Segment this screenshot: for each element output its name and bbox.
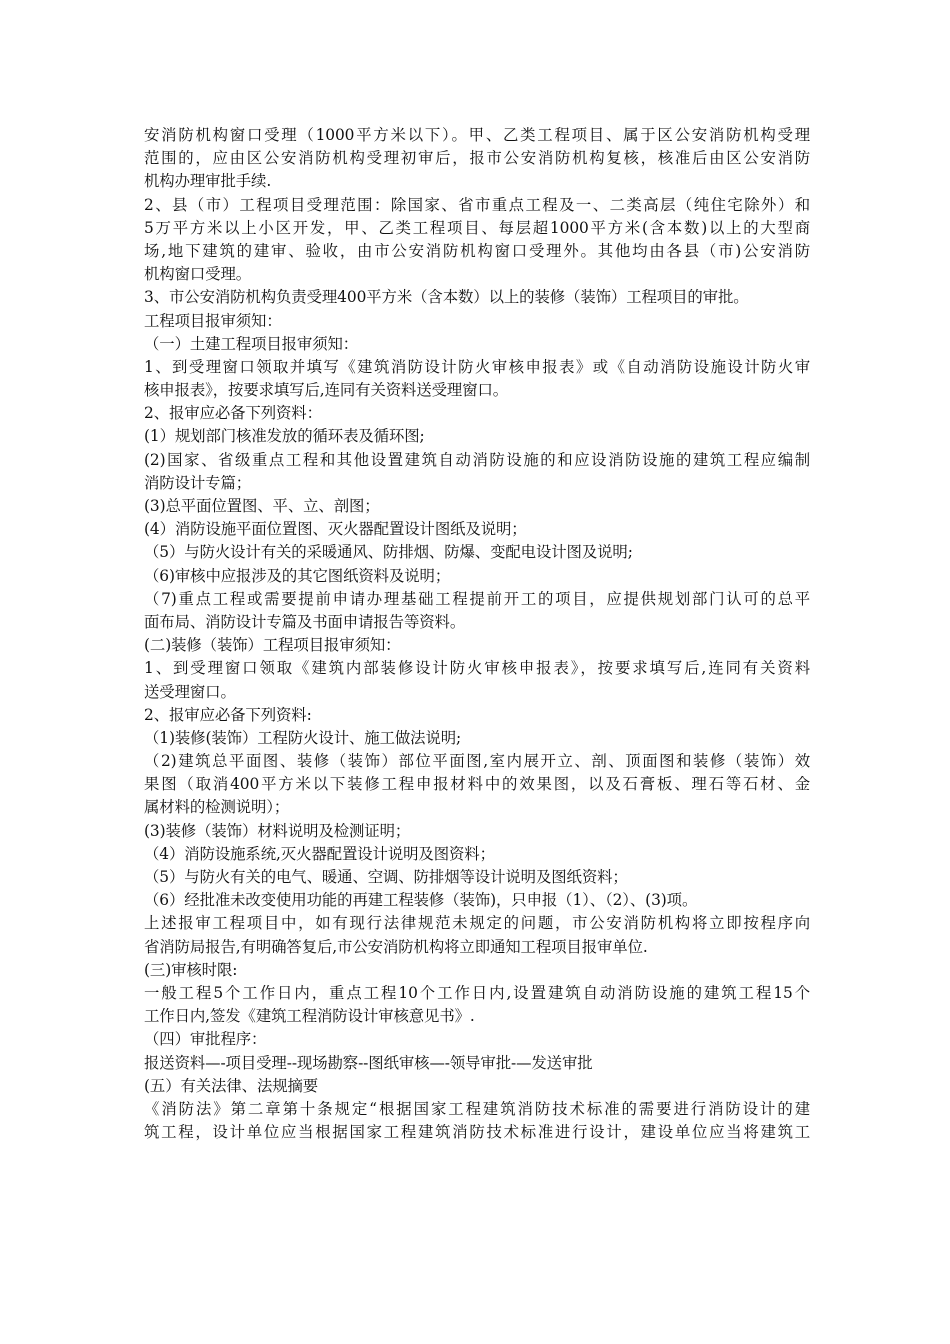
text-line: （5）与防火有关的电气、暖通、空调、防排烟等设计说明及图纸资料； (144, 868, 628, 886)
text-line: (五）有关法律、法规摘要 (144, 1076, 319, 1095)
text-line: 安消防机构窗口受理（1000平方米以下）。甲、乙类工程项目、属于区公安消防机构受理 (144, 126, 810, 144)
text-line: 上述报审工程项目中，如有现行法律规范未规定的问题，市公安消防机构将立即按程序向 (144, 914, 810, 933)
text-line: (3)总平面位置图、平、立、剖图； (144, 497, 380, 515)
text-line: 范围的，应由区公安消防机构受理初审后，报市公安消防机构复核，核准后由区公安消防 (144, 149, 810, 168)
text-line: (1）规划部门核准发放的循环表及循环图; (144, 427, 425, 446)
text-line: 1、到受理窗口领取并填写《建筑消防设计防火审核申报表》或《自动消防设施设计防火审 (144, 357, 810, 376)
text-line: （2)建筑总平面图、装修（装饰）部位平面图,室内展开立、剖、顶面图和装修（装饰）效 (144, 752, 810, 771)
text-line: 省消防局报告,有明确答复后,市公安消防机构将立即通知工程项目报审单位. (144, 937, 648, 956)
text-line: 果图（取消400平方米以下装修工程申报材料中的效果图，以及石膏板、理石等石材、金 (144, 775, 810, 794)
text-line: 属材料的检测说明）； (144, 798, 290, 817)
text-line: (二)装修（装饰）工程项目报审须知： (144, 636, 401, 655)
text-line: （4）消防设施系统,灭火器配置设计说明及图资料； (144, 844, 495, 863)
text-line: 3、市公安消防机构负责受理400平方米（含本数）以上的装修（装饰）工程项目的审批。 (144, 288, 749, 307)
text-line: (3)装修（装饰）材料说明及检测证明； (144, 821, 411, 840)
text-line: （6)审核中应报涉及的其它图纸资料及说明； (144, 566, 451, 585)
text-line: （四）审批程序： (144, 1030, 267, 1049)
text-line: 机构办理审批手续. (144, 172, 272, 191)
text-line: （5）与防火设计有关的采暖通风、防排烟、防爆、变配电设计图及说明; (144, 543, 633, 562)
text-line: 2、县（市）工程项目受理范围：除国家、省市重点工程及一、二类高层（纯住宅除外）和 (144, 195, 810, 214)
text-line: （1)装修(装饰）工程防火设计、施工做法说明; (144, 728, 462, 747)
text-line: 机构窗口受理。 (144, 265, 252, 284)
text-line: 送受理窗口。 (144, 682, 236, 701)
text-line: 工作日内,签发《建筑工程消防设计审核意见书》. (144, 1007, 475, 1026)
document-body (144, 124, 810, 1144)
text-line: (4）消防设施平面位置图、灭火器配置设计图纸及说明； (144, 520, 527, 539)
text-line: 工程项目报审须知： (144, 311, 282, 330)
text-line: 5万平方米以上小区开发，甲、乙类工程项目、每层超1000平方米(含本数)以上的大型商 (144, 218, 810, 237)
text-line: 2、报审应必备下列资料: (144, 705, 312, 724)
text-line: (三)审核时限: (144, 960, 238, 979)
text-line: 场,地下建筑的建审、验收，由市公安消防机构窗口受理外。其他均由各县（市)公安消防 (144, 241, 810, 260)
text-line: 筑工程，设计单位应当根据国家工程建筑消防技术标准进行设计，建设单位应当将建筑工 (144, 1123, 810, 1142)
text-line: 2、报审应必备下列资料： (144, 404, 322, 423)
text-line: 《消防法》第二章第十条规定“根据国家工程建筑消防技术标准的需要进行消防设计的建 (144, 1099, 810, 1118)
text-line: 消防设计专篇； (144, 473, 252, 492)
text-line: 1、到受理窗口领取《建筑内部装修设计防火审核申报表》，按要求填写后,连同有关资料 (144, 659, 810, 678)
text-line: (2)国家、省级重点工程和其他设置建筑自动消防设施的和应设消防设施的建筑工程应编制 (144, 450, 810, 469)
text-line: （7)重点工程或需要提前申请办理基础工程提前开工的项目，应提供规划部门认可的总平 (144, 589, 810, 608)
text-line: 报送资料—-项目受理--现场勘察--图纸审核—-领导审批-—发送审批 (144, 1053, 593, 1072)
text-line: 一般工程5个工作日内，重点工程10个工作日内,设置建筑自动消防设施的建筑工程15个 (144, 983, 810, 1002)
text-line: （一）土建工程项目报审须知： (144, 334, 359, 353)
text-line: 核申报表》，按要求填写后,连同有关资料送受理窗口。 (144, 381, 509, 400)
text-line: （6）经批准未改变使用功能的再建工程装修（装饰)，只申报（1）、（2）、(3)项。 (144, 891, 698, 910)
text-line: 面布局、消防设计专篇及书面申请报告等资料。 (144, 612, 466, 631)
